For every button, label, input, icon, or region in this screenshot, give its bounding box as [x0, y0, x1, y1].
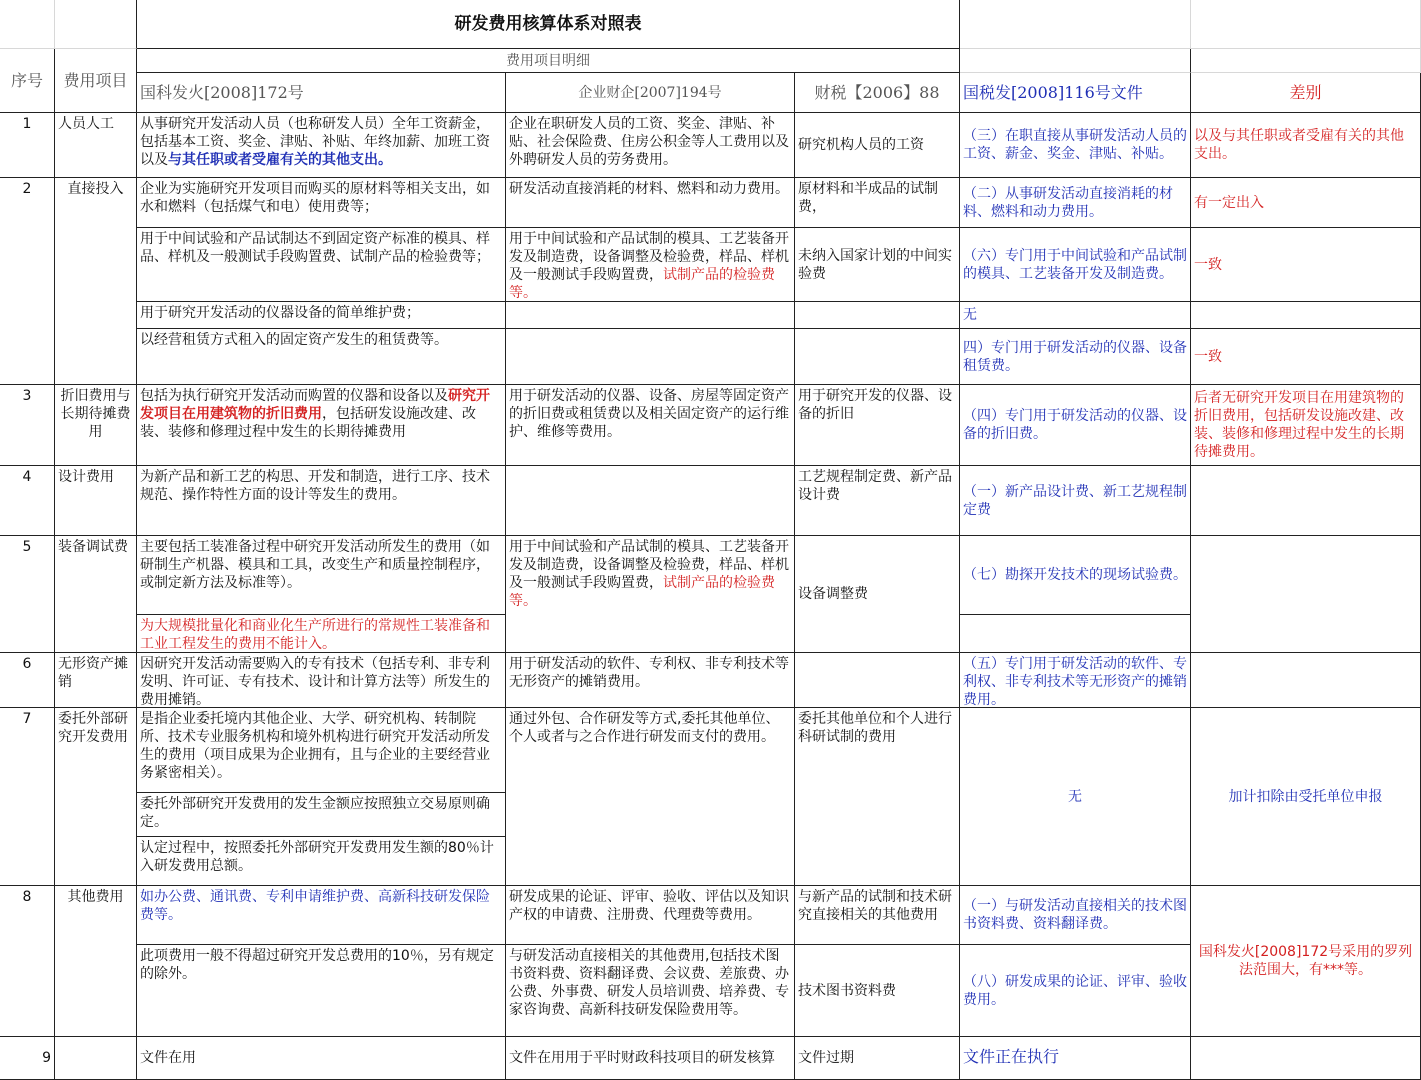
row1-doc1-text: 从事研究开发活动人员（也称研发人员）全年工资薪金，包括基本工资、奖金、津贴、补贴、年终加薪、加班工资以及 — [140, 116, 490, 168]
row4-diff[interactable] — [1191, 466, 1421, 536]
row9-doc3[interactable]: 文件过期 — [795, 1037, 960, 1080]
row7-diff[interactable]: 加计扣除由受托单位申报 — [1191, 708, 1421, 886]
row3-item[interactable]: 折旧费用与长期待摊费用 — [55, 385, 137, 466]
row2-doc2-a[interactable]: 研发活动直接消耗的材料、燃料和动力费用。 — [506, 178, 795, 228]
row1-doc1-highlight: 与其任职或者受雇有关的其他支出。 — [168, 152, 392, 168]
row4-doc2[interactable] — [506, 466, 795, 536]
row8-doc4-b[interactable]: （八）研发成果的论证、评审、验收费用。 — [960, 945, 1191, 1037]
row7-doc4[interactable]: 无 — [960, 708, 1191, 886]
row2-doc2-d[interactable] — [506, 329, 795, 385]
row8-doc1-b[interactable]: 此项费用一般不得超过研究开发总费用的10％，另有规定的除外。 — [137, 945, 506, 1037]
row5-doc2-text: 用于中间试验和产品试制的模具、工艺装备开发及制造费，设备调整及检验费，样品、样机及一般测试手段购置费， — [509, 539, 789, 591]
header-doc4[interactable]: 国税发[2008]116号文件 — [960, 73, 1191, 113]
row2-doc2-b[interactable] — [506, 228, 795, 302]
cell-blank-a1[interactable] — [0, 0, 55, 49]
row6-doc1[interactable]: 因研究开发活动需要购入的专有技术（包括专利、非专利发明、许可证、专有技术、设计和计算方法等）所发生的费用摊销。 — [137, 653, 506, 708]
row3-diff[interactable]: 后者无研究开发项目在用建筑物的折旧费用，包括研发设施改建、改装、装修和修理过程中发生的长期待摊费用。 — [1191, 385, 1421, 466]
row8-doc4-a[interactable]: （一）与研发活动直接相关的技术图书资料费、资料翻译费。 — [960, 886, 1191, 945]
row7-no[interactable]: 7 — [0, 708, 55, 886]
row8-doc3-b[interactable]: 技术图书资料费 — [795, 945, 960, 1037]
header-doc1[interactable]: 国科发火[2008]172号 — [137, 73, 506, 113]
row5-diff[interactable] — [1191, 536, 1421, 653]
row5-no[interactable]: 5 — [0, 536, 55, 653]
row7-doc1-b[interactable]: 委托外部研究开发费用的发生金额应按照独立交易原则确定。 — [137, 793, 506, 837]
row4-no[interactable]: 4 — [0, 466, 55, 536]
row6-doc2[interactable]: 用于研发活动的软件、专利权、非专利技术等无形资产的摊销费用。 — [506, 653, 795, 708]
row2-doc3-d[interactable] — [795, 329, 960, 385]
header-doc2[interactable]: 企业财企[2007]194号 — [506, 73, 795, 113]
row8-doc2-b[interactable]: 与研发活动直接相关的其他费用,包括技术图书资料费、资料翻译费、会议费、差旅费、办公费、外事费、研发人员培训费、培养费、专家咨询费、高新科技研发保险费用等。 — [506, 945, 795, 1037]
row2-doc4-c[interactable]: 无 — [960, 302, 1191, 329]
cell-blank-f2[interactable] — [960, 49, 1191, 73]
row6-diff[interactable] — [1191, 653, 1421, 708]
row9-diff[interactable] — [1191, 1037, 1421, 1080]
row2-doc3-b[interactable]: 未纳入国家计划的中间实验费 — [795, 228, 960, 302]
row2-doc4-b[interactable]: （六）专门用于中间试验和产品试制的模具、工艺装备开发及制造费。 — [960, 228, 1191, 302]
row8-doc1-a[interactable]: 如办公费、通讯费、专利申请维护费、高新科技研发保险费等。 — [137, 886, 506, 945]
row1-doc1[interactable] — [137, 113, 506, 178]
row2-item[interactable]: 直接投入 — [55, 178, 137, 385]
row7-doc2[interactable]: 通过外包、合作研发等方式,委托其他单位、个人或者与之合作进行研发而支付的费用。 — [506, 708, 795, 886]
header-detail[interactable]: 费用项目明细 — [137, 49, 960, 73]
row2-doc2-b-highlight: 试制产品的检验费等。 — [509, 267, 775, 301]
row1-item[interactable]: 人员人工 — [55, 113, 137, 178]
row4-item[interactable]: 设计费用 — [55, 466, 137, 536]
row7-doc1-a[interactable]: 是指企业委托境内其他企业、大学、研究机构、转制院所、技术专业服务机构和境外机构进行研究开发活动所发生的费用（项目成果为企业拥有，且与企业的主要经营业务紧密相关）。 — [137, 708, 506, 793]
row7-item[interactable]: 委托外部研究开发费用 — [55, 708, 137, 886]
row9-no[interactable]: 9 — [0, 1037, 55, 1080]
row6-item[interactable]: 无形资产摊销 — [55, 653, 137, 708]
row4-doc4[interactable]: （一）新产品设计费、新工艺规程制定费 — [960, 466, 1191, 536]
row5-doc2-highlight: 试制产品的检验费等。 — [509, 575, 775, 609]
row8-doc3-a[interactable]: 与新产品的试制和技术研究直接相关的其他费用 — [795, 886, 960, 945]
header-item[interactable]: 费用项目 — [55, 49, 137, 113]
row2-diff-a[interactable]: 有一定出入 — [1191, 178, 1421, 228]
row2-diff-b[interactable]: 一致 — [1191, 228, 1421, 302]
row3-doc1-highlight: 研究开发项目在用建筑物的折旧费用 — [140, 388, 490, 422]
row8-no[interactable]: 8 — [0, 886, 55, 1037]
row1-diff[interactable]: 以及与其任职或者受雇有关的其他支出。 — [1191, 113, 1421, 178]
cell-blank-f1[interactable] — [960, 0, 1191, 49]
row3-doc4[interactable]: （四）专门用于研发活动的仪器、设备的折旧费。 — [960, 385, 1191, 466]
row5-doc4-b[interactable] — [960, 615, 1191, 653]
row1-no[interactable]: 1 — [0, 113, 55, 178]
header-seq[interactable]: 序号 — [0, 49, 55, 113]
row2-no[interactable]: 2 — [0, 178, 55, 385]
row2-diff-d[interactable]: 一致 — [1191, 329, 1421, 385]
row6-no[interactable]: 6 — [0, 653, 55, 708]
row5-item[interactable]: 装备调试费 — [55, 536, 137, 653]
row5-doc1-b[interactable]: 为大规模批量化和商业化生产所进行的常规性工装准备和工业工程发生的费用不能计入。 — [137, 615, 506, 653]
row2-doc1-a[interactable]: 企业为实施研究开发项目而购买的原材料等相关支出，如水和燃料（包括煤气和电）使用费等； — [137, 178, 506, 228]
row7-doc1-c[interactable]: 认定过程中，按照委托外部研究开发费用发生额的80％计入研发费用总额。 — [137, 837, 506, 886]
row8-item[interactable]: 其他费用 — [55, 886, 137, 1037]
row1-doc3[interactable]: 研究机构人员的工资 — [795, 113, 960, 178]
cell-blank-b1[interactable] — [55, 0, 137, 49]
row1-doc2[interactable]: 企业在职研发人员的工资、奖金、津贴、补贴、社会保险费、住房公积金等人工费用以及外聘研发人员的劳务费用。 — [506, 113, 795, 178]
row2-doc2-c[interactable] — [506, 302, 795, 329]
row9-doc2[interactable]: 文件在用用于平时财政科技项目的研发核算 — [506, 1037, 795, 1080]
row2-doc3-a[interactable]: 原材料和半成品的试制费， — [795, 178, 960, 228]
row8-diff[interactable]: 国科发火[2008]172号采用的罗列法范围大，有***等。 — [1191, 886, 1421, 1037]
row2-diff-c[interactable] — [1191, 302, 1421, 329]
row9-doc1[interactable]: 文件在用 — [137, 1037, 506, 1080]
row3-doc2[interactable]: 用于研发活动的仪器、设备、房屋等固定资产的折旧费或租赁费以及相关固定资产的运行维护、维修等费用。 — [506, 385, 795, 466]
row2-doc4-d[interactable]: 四）专门用于研发活动的仪器、设备租赁费。 — [960, 329, 1191, 385]
row9-item[interactable] — [55, 1037, 137, 1080]
row3-no[interactable]: 3 — [0, 385, 55, 466]
row2-doc3-c[interactable] — [795, 302, 960, 329]
row2-doc1-b[interactable]: 用于中间试验和产品试制达不到固定资产标准的模具、样品、样机及一般测试手段购置费、试制产品的检验费等； — [137, 228, 506, 302]
row2-doc1-c[interactable]: 用于研究开发活动的仪器设备的简单维护费； — [137, 302, 506, 329]
row3-doc1-text-a: 包括为执行研究开发活动而购置的仪器和设备以及 — [140, 388, 448, 404]
row5-doc4[interactable]: （七）勘探开发技术的现场试验费。 — [960, 536, 1191, 615]
row2-doc1-d[interactable]: 以经营租赁方式租入的固定资产发生的租赁费等。 — [137, 329, 506, 385]
row5-doc1-a[interactable]: 主要包括工装准备过程中研究开发活动所发生的费用（如研制生产机器、模具和工具，改变生产和质量控制程序，或制定新方法及标准等）。 — [137, 536, 506, 615]
sheet-title[interactable]: 研发费用核算体系对照表 — [137, 0, 960, 49]
row4-doc3[interactable]: 工艺规程制定费、新产品设计费 — [795, 466, 960, 536]
header-diff[interactable]: 差别 — [1191, 73, 1421, 113]
row5-doc3[interactable]: 设备调整费 — [795, 536, 960, 653]
row5-doc2[interactable] — [506, 536, 795, 653]
cell-blank-g2[interactable] — [1191, 49, 1421, 73]
row6-doc3[interactable] — [795, 653, 960, 708]
row2-doc4-a[interactable]: （二）从事研发活动直接消耗的材料、燃料和动力费用。 — [960, 178, 1191, 228]
row3-doc1-text-b: ，包括研发设施改建、改装、装修和修理过程中发生的长期待摊费用 — [140, 406, 476, 440]
row3-doc1[interactable] — [137, 385, 506, 466]
cell-blank-g1[interactable] — [1191, 0, 1421, 49]
row8-doc2-a[interactable]: 研发成果的论证、评审、验收、评估以及知识产权的申请费、注册费、代理费等费用。 — [506, 886, 795, 945]
row7-doc3[interactable]: 委托其他单位和个人进行科研试制的费用 — [795, 708, 960, 886]
row9-doc4[interactable]: 文件正在执行 — [960, 1037, 1191, 1080]
row4-doc1[interactable]: 为新产品和新工艺的构思、开发和制造，进行工序、技术规范、操作特性方面的设计等发生的费用。 — [137, 466, 506, 536]
row3-doc3[interactable]: 用于研究开发的仪器、设备的折旧 — [795, 385, 960, 466]
row2-doc2-b-text: 用于中间试验和产品试制的模具、工艺装备开发及制造费，设备调整及检验费，样品、样机及一般测试手段购置费， — [509, 231, 789, 283]
row6-doc4[interactable]: （五）专门用于研发活动的软件、专利权、非专利技术等无形资产的摊销费用。 — [960, 653, 1191, 708]
row1-doc4[interactable]: （三）在职直接从事研发活动人员的工资、薪金、奖金、津贴、补贴。 — [960, 113, 1191, 178]
header-doc3[interactable]: 财税【2006】88 — [795, 73, 960, 113]
